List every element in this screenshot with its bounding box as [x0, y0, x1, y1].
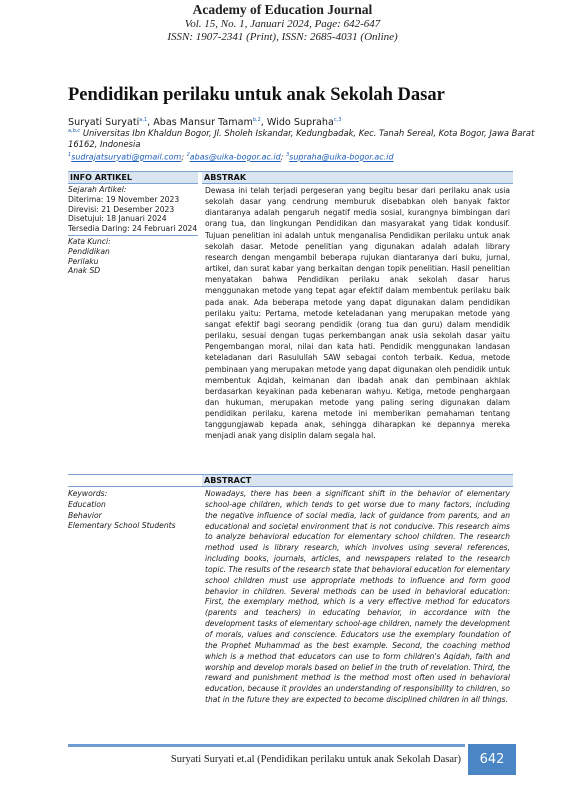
email-link[interactable]: abas@uika-bogor.ac.id: [189, 152, 281, 162]
issn-line: ISSN: 1907-2341 (Print), ISSN: 2685-4031 (Online): [167, 31, 398, 43]
keyword: Pendidikan: [68, 246, 110, 256]
email-sup: 1: [68, 152, 72, 158]
running-footer: Suryati Suryati et.al (Pendidikan perilaku untuk anak Sekolah Dasar): [170, 754, 461, 765]
abstract-body: Nowadays, there has been a significant shift in the behavior of elementary school-age children, which tends to get worse due to many factors, including the negative influence of social media, lack of guidance from parents, and an educational and societal environment that is not conducive. This research aims to analyze behavioral education for elementary school children. The research method used is library research, which involves using several references, including books, journals, articles, and newspapers related to the research topic. The results of the research state that behavioral education for elementary school children must use appropriate methods to influence and form good behavior in children. Several methods can be used in behavioral education: First, the exemplary method, which is a very effective method for educators (parents and teachers) in educating behavior, in accordance with the development tasks of elementary school-age children, namely the development of morals, values and conscience. Educators use the exemplary foundation of the Prophet Muhammad as the best example. Second, the coaching method which is a method that educators can use to form children's Aqidah, faith and worship and develop morals based on belief in the truth of revelation. Third, the reward and punishment method is the method most often used in behavioral education, because it provides an understanding of responsibility to children, so that in the future they are expected to become disciplined children in all things.: [205, 489, 510, 705]
info-artikel-heading: INFO ARTIKEL: [68, 172, 198, 183]
divider: [68, 183, 198, 184]
keywords-en: [68, 489, 203, 532]
date-online: Tersedia Daring: 24 Februari 2024: [68, 224, 198, 234]
footer-bar: [68, 744, 465, 747]
date-accepted: Disetujui: 18 Januari 2024: [68, 214, 167, 224]
divider: [68, 486, 513, 487]
email-link[interactable]: sudrajatsuryati@gmail.com: [71, 152, 182, 162]
email-sup: 3: [285, 152, 290, 158]
author-sup: c,3: [333, 117, 342, 123]
abstrak-body: Dewasa ini telah terjadi pergeseran yang begitu besar dari perilaku anak usia sekolah dasar yang cendrung memburuk disebabkan oleh banyak faktor diantaranya adalah pengaruh negatif media sosial, kurangnya bimbingan dari orang tua, dan lingkungan Pendidikan dan masyarakat yang tidak kondusif. Tujuan penelitian ini adalah untuk menganalisa Pendidikan perilaku untuk anak sekolah dasar. Metode penelitian yang digunakan adalah adalah library research dengan mengambil beberapa rujukan diantaranya dari buku, jurnal, artikel, dan surat kabar yang berkaitan dengan topik penelitian. Hasil penelitian menyatakan bahwa Pendidikan perilaku anak sekolah dasar harus menggunakan metode yang tepat agar efektif dalam membentuk perilaku baik pada anak. Ada beberapa metode yang dapat digunakan dalam pendidikan perilaku yaitu: Pertama, metode keteladanan yang merupakan metode yang sangat efektif bagi seorang pendidik (orang tua dan guru) dalam mendidik perilaku, sesuai dengan tugas perkembangan anak usia sekolah dasar yaitu Pengembangan moral, nilai dan kata hati. Pendidik menggunakan landasan keteladanan dari Rasulullah SAW sebagai contoh terbaik. Kedua, metode pembinaan yang merupakan metode yang dapat digunakan oleh pendidik untuk membentuk Aqidah, keimanan dan ibadah anak dan pembinaan akhlak berdasarkan keyakinan pada kebenaran wahyu. Ketiga, metode penghargaan dan hukuman, merupakan metode yang paling sering digunakan dalam pendidikan perilaku, karena metode ini memberikan pemahaman tentang tanggungjawab kepada anak, sehingga diharapkan ke depannya mereka menjadi anak yang disiplin dalam segala hal.: [205, 186, 510, 441]
abstract-heading: ABSTRACT: [202, 475, 513, 486]
date-revised: Direvisi: 21 Desember 2023: [68, 204, 175, 214]
author-sup: b,2: [252, 117, 261, 123]
affiliation-text: Universitas Ibn Khaldun Bogor, Jl. Sholeh Iskandar, Kedungbadak, Kec. Tanah Sereal, Kota Bogor, Jawa Barat 16162, Indonesia: [68, 127, 535, 150]
divider: [68, 235, 198, 236]
divider: [202, 183, 513, 184]
author-name: Abas Mansur Tamam: [153, 117, 253, 129]
keywords-label: Keywords:: [68, 489, 108, 498]
affiliation: [68, 126, 538, 151]
keyword: Education: [68, 499, 106, 509]
history-label: Sejarah Artikel:: [68, 185, 127, 194]
email-link[interactable]: supraha@uika-bogor.ac.id: [289, 152, 394, 162]
affiliation-sup: a,b,c: [68, 128, 81, 134]
author-name: Wido Supraha: [266, 117, 334, 129]
email-sup: 2: [186, 152, 190, 158]
date-received: Diterima: 19 November 2023: [68, 194, 180, 204]
keywords-id: [68, 237, 198, 276]
keyword: Elementary School Students: [68, 521, 176, 531]
keyword: Anak SD: [68, 266, 101, 276]
journal-title: Academy of Education Journal: [192, 2, 373, 17]
author-sup: a,1: [139, 117, 148, 123]
keyword: Perilaku: [68, 256, 99, 266]
page-number: 642: [468, 744, 516, 775]
paper-title: Pendidikan perilaku untuk anak Sekolah Dasar: [68, 85, 445, 105]
abstrak-heading: ABSTRAK: [202, 172, 513, 183]
journal-header: [0, 2, 565, 44]
keyword: Behavior: [68, 510, 102, 520]
author-list: Suryati Suryati$^{a,1}$, Abas Mansur Tamam$^{b,2}$, Wido Supraha$^{c,3}$: [68, 117, 342, 129]
keywords-label: Kata Kunci:: [68, 237, 111, 246]
email-list: $^1$sudrajatsuryati@gmail.com; $^2$abas@uika-bogor.ac.id; $^3$supraha@uika-bogor.ac.id: [68, 152, 394, 162]
author-name: Suryati Suryati: [68, 117, 140, 129]
article-history: [68, 185, 198, 234]
volume-line: Vol. 15, No. 1, Januari 2024, Page: 642-647: [184, 18, 381, 30]
